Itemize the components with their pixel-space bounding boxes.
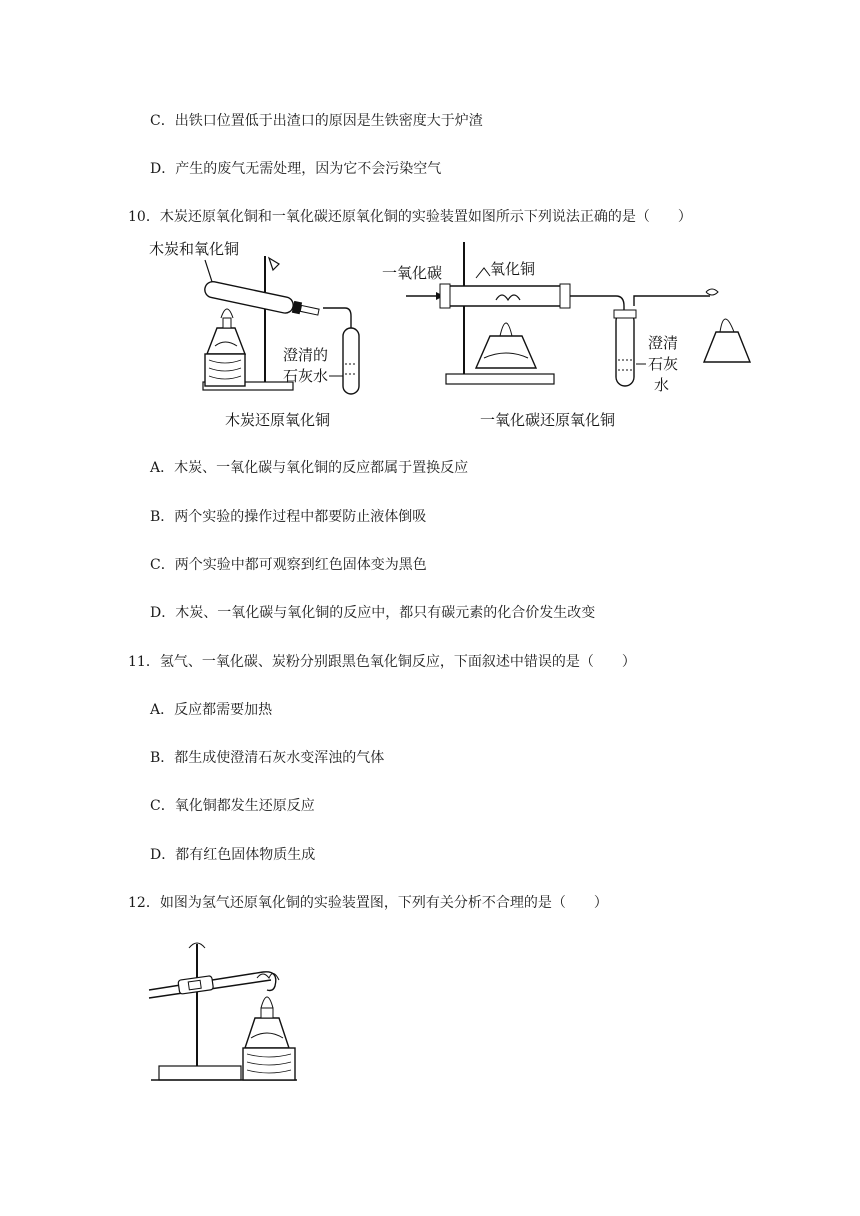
question-number: 10． xyxy=(128,209,160,225)
gas-label: 一氧化碳 xyxy=(382,264,443,282)
limewater-label-2: 石灰 xyxy=(648,355,679,373)
limewater-label-2: 石灰水 xyxy=(283,367,329,385)
q11-option-a xyxy=(150,700,272,720)
question-10-stem xyxy=(128,207,692,227)
option-text: 两个实验中都可观察到红色固体变为黑色 xyxy=(174,557,427,573)
question-number: 11． xyxy=(128,654,160,670)
limewater-label-3: 水 xyxy=(654,376,670,394)
question-number: 12． xyxy=(128,895,160,911)
option-text: 氧化铜都发生还原反应 xyxy=(174,798,315,814)
option-c-prev xyxy=(150,111,483,131)
charcoal-reduction-figure xyxy=(145,236,370,436)
q10-option-d xyxy=(150,603,595,623)
q10-option-c xyxy=(150,555,427,575)
q10-option-a xyxy=(150,458,468,478)
hydrogen-reduction-figure xyxy=(145,938,305,1088)
option-label: D． xyxy=(150,605,176,621)
option-label: C． xyxy=(150,798,175,814)
limewater-label-1: 澄清的 xyxy=(283,346,329,364)
option-label: B． xyxy=(150,509,175,525)
reagent-label: 氧化铜 xyxy=(490,260,536,278)
option-text: 两个实验的操作过程中都要防止液体倒吸 xyxy=(174,509,427,525)
q11-option-b xyxy=(150,748,384,768)
question-text: 氢气、一氧化碳、炭粉分别跟黑色氧化铜反应，下面叙述中错误的是（ ） xyxy=(159,654,636,670)
option-label: A． xyxy=(150,702,175,718)
option-label: D． xyxy=(150,161,176,177)
figure-caption: 一氧化碳还原氧化铜 xyxy=(480,411,616,429)
option-label: D． xyxy=(150,847,176,863)
figure-caption: 木炭还原氧化铜 xyxy=(225,411,331,429)
option-label: C． xyxy=(150,557,175,573)
q11-option-d xyxy=(150,845,315,865)
question-12-stem xyxy=(128,893,608,913)
limewater-label-1: 澄清 xyxy=(648,334,679,352)
question-11-stem xyxy=(128,652,636,672)
option-d-prev xyxy=(150,159,441,179)
question-text: 如图为氢气还原氧化铜的实验装置图，下列有关分析不合理的是（ ） xyxy=(159,895,608,911)
option-text: 木炭、一氧化碳与氧化铜的反应都属于置换反应 xyxy=(174,460,469,476)
question-text: 木炭还原氧化铜和一氧化碳还原氧化铜的实验装置如图所示下列说法正确的是（ ） xyxy=(159,209,692,225)
option-text: 木炭、一氧化碳与氧化铜的反应中，都只有碳元素的化合价发生改变 xyxy=(175,605,596,621)
option-text: 都有红色固体物质生成 xyxy=(175,847,316,863)
option-text: 都生成使澄清石灰水变浑浊的气体 xyxy=(174,750,385,766)
option-label: C． xyxy=(150,113,175,129)
q10-option-b xyxy=(150,507,426,527)
option-text: 反应都需要加热 xyxy=(174,702,273,718)
reagent-label: 木炭和氧化铜 xyxy=(149,240,240,258)
option-label: A． xyxy=(150,460,175,476)
co-reduction-figure xyxy=(380,236,760,436)
option-text: 出铁口位置低于出渣口的原因是生铁密度大于炉渣 xyxy=(174,113,483,129)
option-text: 产生的废气无需处理，因为它不会污染空气 xyxy=(175,161,442,177)
option-label: B． xyxy=(150,750,175,766)
q11-option-c xyxy=(150,796,315,816)
